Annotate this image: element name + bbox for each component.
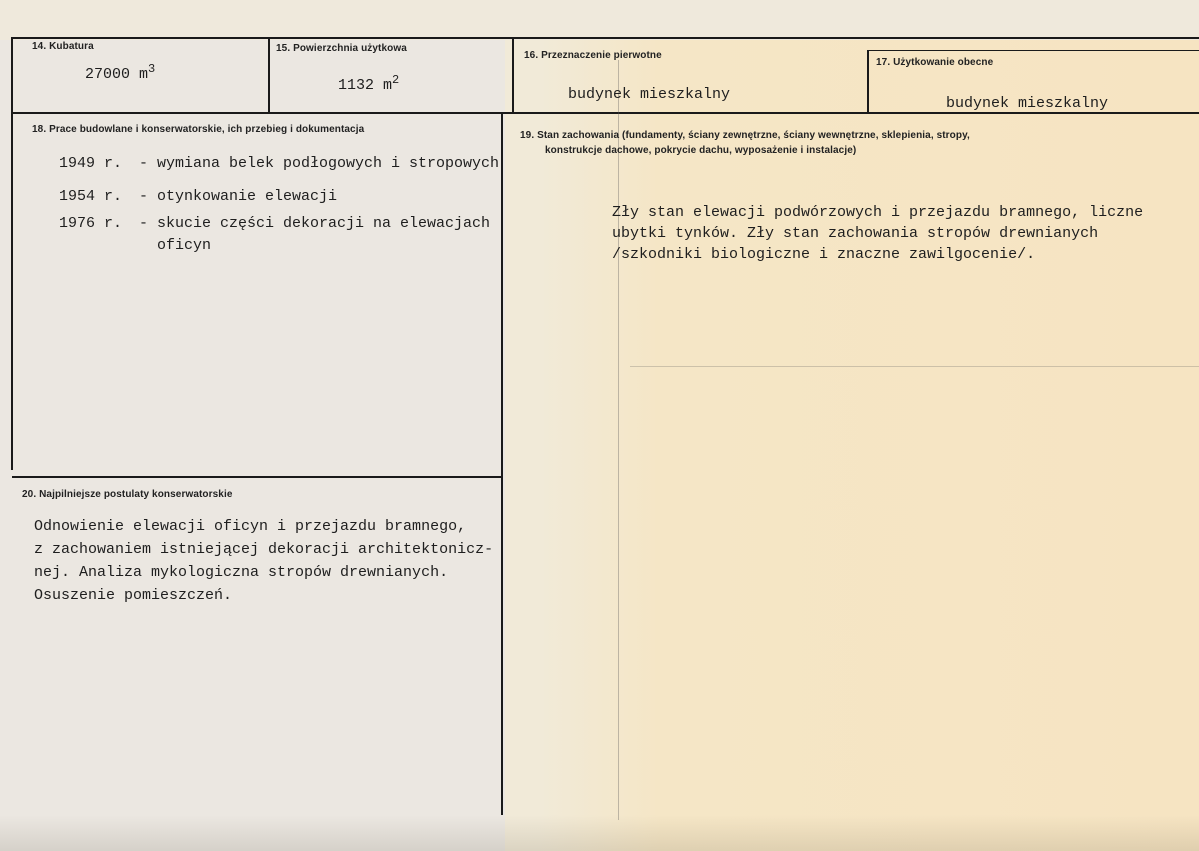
work-entry-year: 1976 r.: [59, 215, 123, 232]
work-entry-text: otynkowanie elewacji: [157, 188, 338, 205]
top-rule: [12, 37, 1199, 39]
work-entry-dash: -: [139, 188, 149, 205]
field-15-exponent: 2: [392, 73, 400, 87]
work-entry-dash: -: [139, 155, 149, 172]
rule-above-20: [12, 476, 502, 478]
field-14-number: 27000 m: [85, 66, 149, 83]
work-entry-text: wymiana belek podłogowych i stropowych: [157, 155, 500, 172]
field-14-exponent: 3: [148, 62, 156, 76]
field-14-value: [85, 62, 156, 83]
divider-15-16: [512, 37, 514, 114]
field-16-value: budynek mieszkalny: [568, 86, 731, 103]
faint-horizontal: [630, 366, 1199, 367]
field-14-label: 14. Kubatura: [32, 41, 94, 52]
work-entry: [59, 153, 499, 175]
divider-left-right: [501, 112, 503, 815]
left-border-rule: [11, 37, 13, 470]
divider-16-17: [867, 50, 869, 114]
field-17-value: budynek mieszkalny: [946, 95, 1109, 112]
header-bottom-rule: [12, 112, 1199, 114]
work-entry-dash: -: [139, 215, 149, 232]
postulates-text: Odnowienie elewacji oficyn i przejazdu bramnego, z zachowaniem istniejącej dekoracji architektonicz- nej. Analiza mykologiczna stropów drewnianych. Osuszenie pomieszczeń.: [34, 518, 494, 604]
field-19-label-line1: 19. Stan zachowania (fundamenty, ściany zewnętrzne, ściany wewnętrzne, sklepienia, stropy,: [520, 130, 970, 141]
condition-text: Zły stan elewacji podwórzowych i przejazdu bramnego, liczne ubytki tynków. Zły stan zachowania stropów drewnianych /szkodniki biologiczne i znaczne zawilgocenie/.: [612, 204, 1144, 263]
bottom-shadow: [0, 815, 1199, 851]
work-entry: [59, 213, 490, 257]
divider-14-15: [268, 37, 270, 114]
divider-16-17-top: [867, 50, 1199, 51]
work-entry-year: 1954 r.: [59, 188, 123, 205]
work-entry-year: 1949 r.: [59, 155, 123, 172]
faint-vertical: [618, 60, 619, 820]
top-margin: [0, 0, 1199, 40]
field-18-label: 18. Prace budowlane i konserwatorskie, ich przebieg i dokumentacja: [32, 124, 365, 135]
field-15-number: 1132 m: [338, 77, 393, 94]
field-20-label: 20. Najpilniejsze postulaty konserwatorskie: [22, 489, 233, 500]
field-17-label: 17. Użytkowanie obecne: [876, 57, 994, 68]
field-19-label-line2: konstrukcje dachowe, pokrycie dachu, wyposażenie i instalacje): [545, 145, 857, 156]
field-15-value: [338, 73, 400, 94]
work-entry: [59, 186, 337, 208]
field-15-label: 15. Powierzchnia użytkowa: [276, 43, 407, 54]
work-entry-text: skucie części dekoracji na elewacjach oficyn: [157, 215, 491, 254]
field-16-label: 16. Przeznaczenie pierwotne: [524, 50, 662, 61]
